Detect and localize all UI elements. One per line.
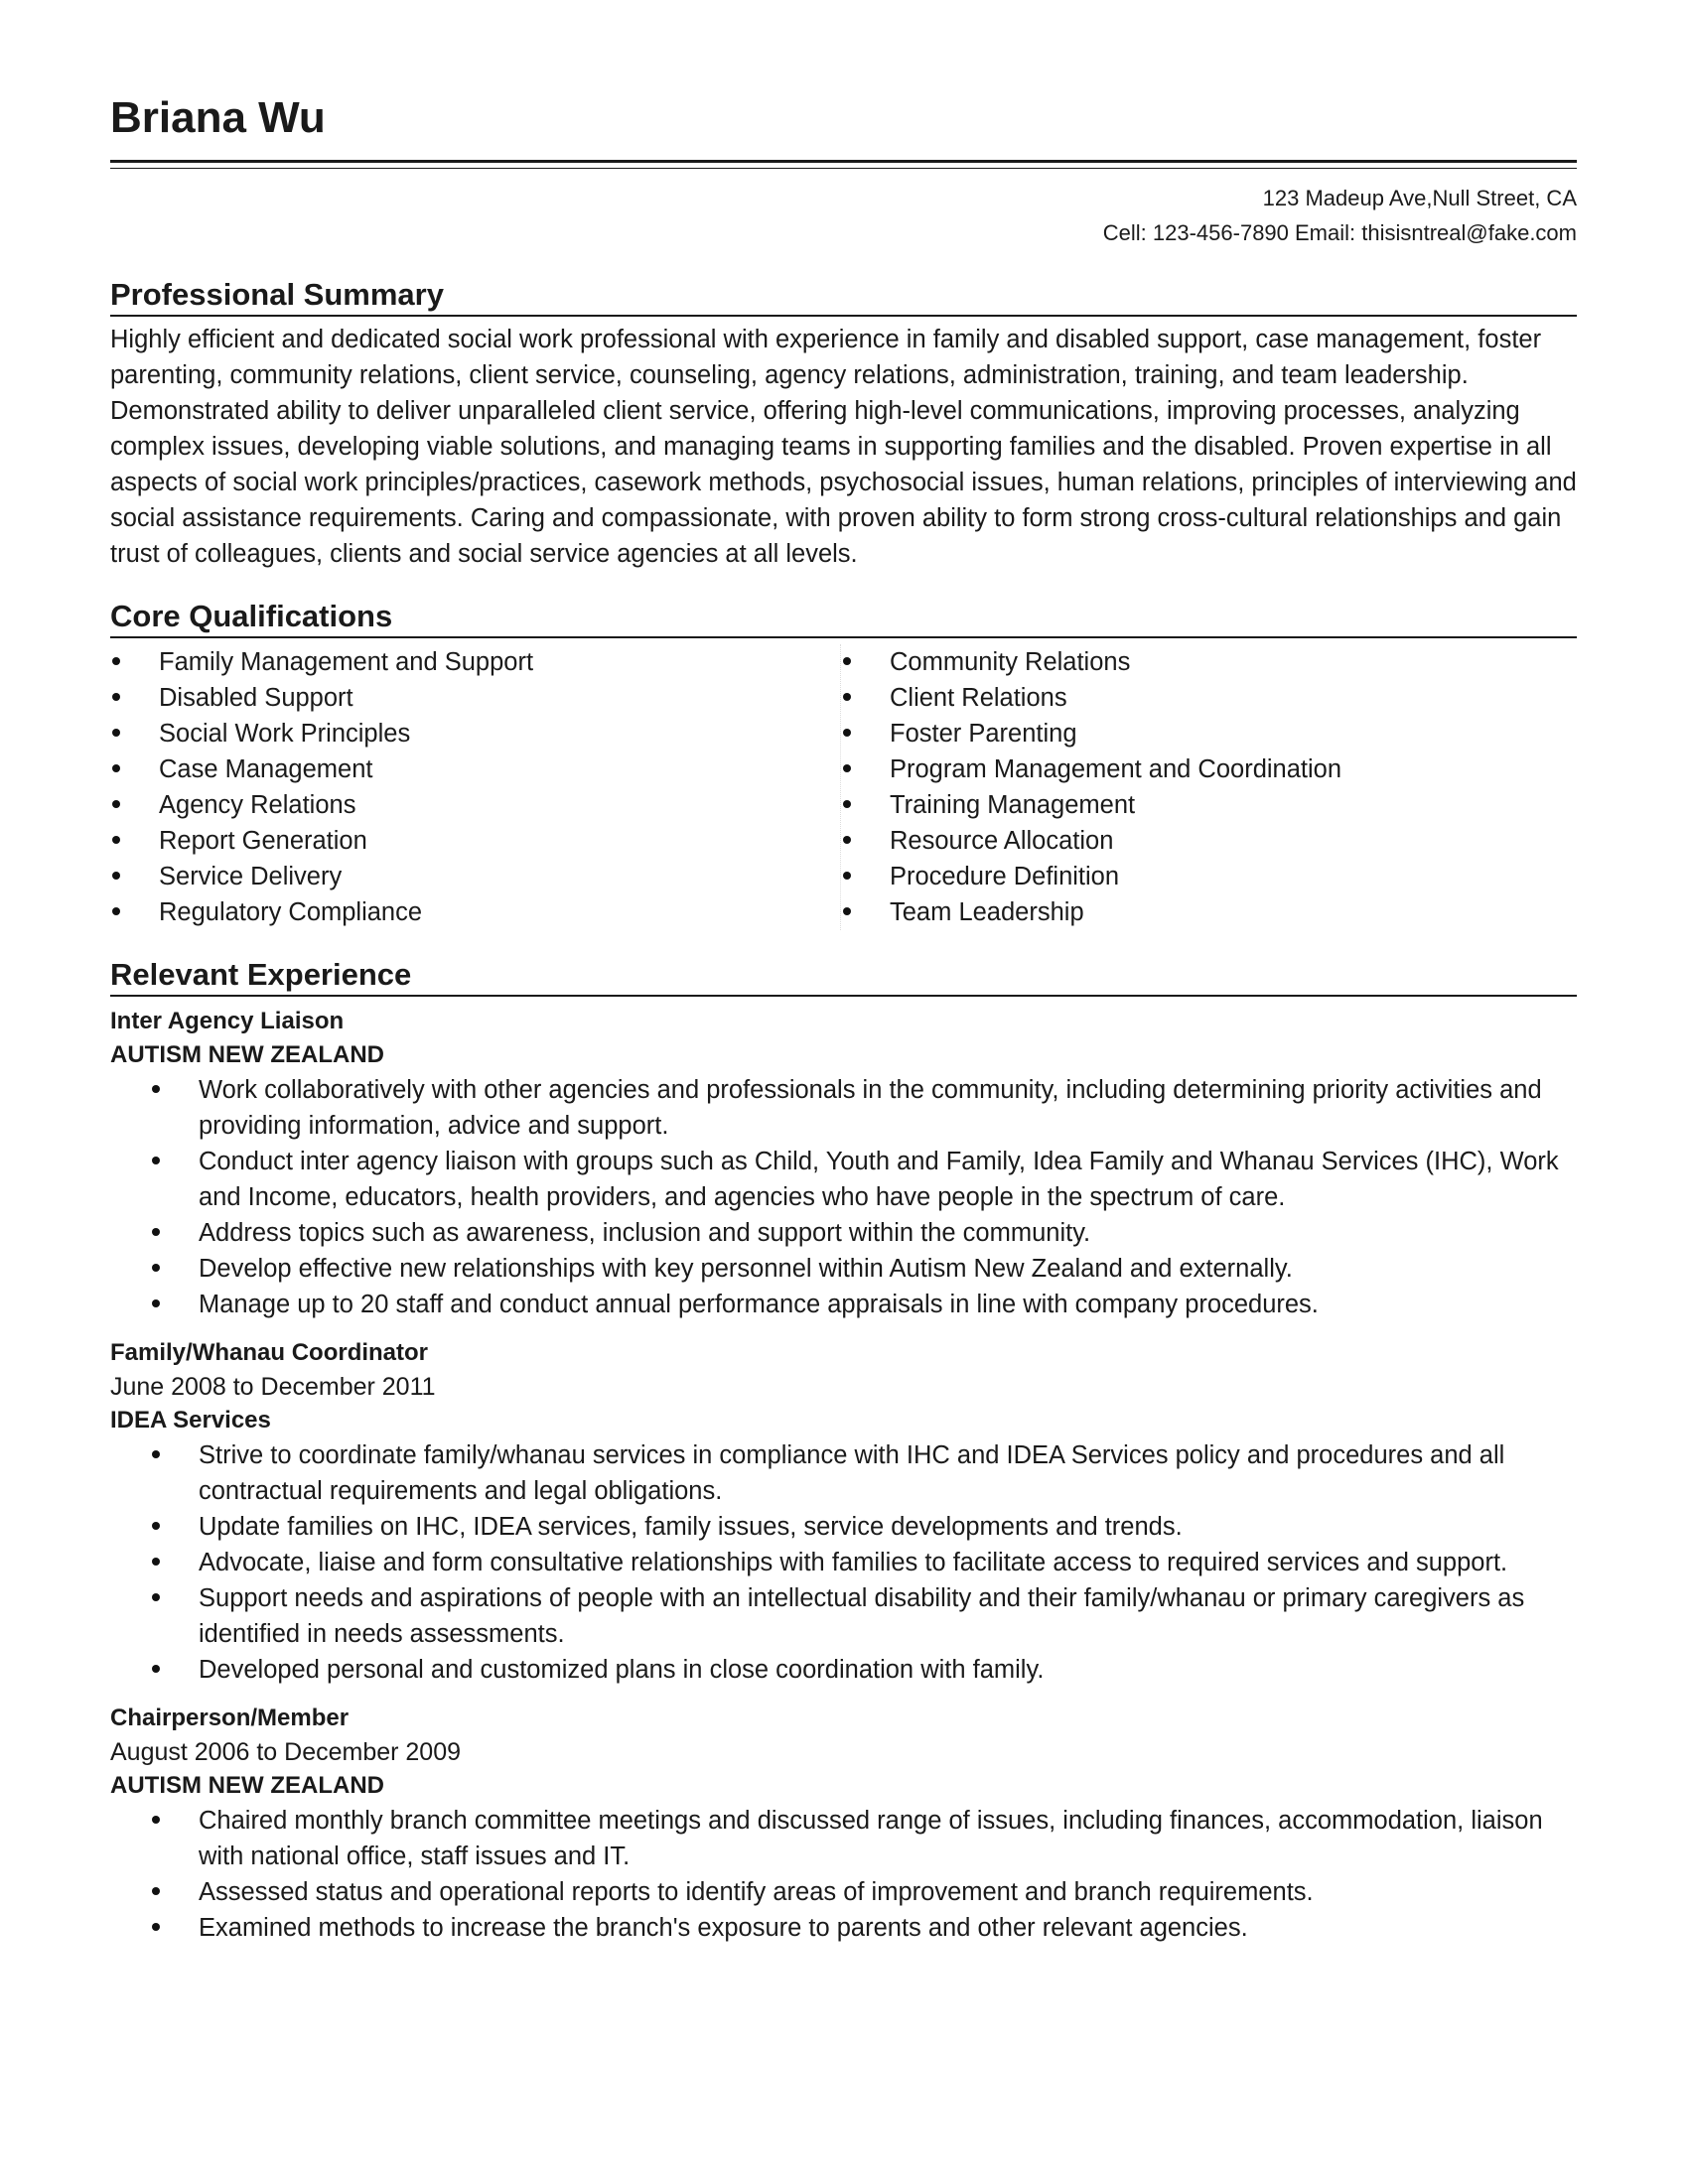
job-bullet: Advocate, liaise and form consultative relationships with families to facilitate access to required services and support. [150,1545,1577,1580]
job-bullet: Chaired monthly branch committee meetings and discussed range of issues, including finances, accommodation, liaison with national office, staff issues and IT. [150,1803,1577,1874]
qualification-item: Procedure Definition [841,859,1341,894]
candidate-name: Briana Wu [110,93,326,142]
job-bullet: Work collaboratively with other agencies and professionals in the community, including determining priority activities and providing information, advice and support. [150,1072,1577,1144]
qualification-item: Service Delivery [110,859,840,894]
qualification-item: Social Work Principles [110,716,840,751]
experience-divider [110,995,1577,997]
summary-divider [110,315,1577,317]
address-line: 123 Madeup Ave,Null Street, CA [1262,186,1577,211]
job-entry [110,1702,1577,1946]
job-entry [110,1005,1577,1322]
contact-line: Cell: 123-456-7890 Email: thisisntreal@fake.com [1102,220,1577,246]
qualifications-right-list [841,644,1341,930]
qualifications-columns [110,644,1577,930]
qualifications-heading: Core Qualifications [110,599,393,634]
experience-list [110,1005,1577,1946]
job-bullet: Examined methods to increase the branch's exposure to parents and other relevant agencies. [150,1910,1577,1946]
job-title: Family/Whanau Coordinator [110,1339,429,1367]
job-dates: June 2008 to December 2011 [110,1373,436,1402]
job-company: AUTISM NEW ZEALAND [110,1772,384,1800]
qualification-item: Disabled Support [110,680,840,716]
resume-page [110,94,1577,1946]
job-entry [110,1336,1577,1688]
qualifications-left-list [110,644,841,930]
qualification-item: Training Management [841,787,1341,823]
job-title: Chairperson/Member [110,1705,350,1732]
job-company: IDEA Services [110,1407,271,1434]
experience-heading: Relevant Experience [110,957,412,993]
job-bullet: Update families on IHC, IDEA services, family issues, service developments and trends. [150,1509,1577,1545]
job-bullet: Support needs and aspirations of people with an intellectual disability and their family/whanau or primary caregivers as identified in needs assessments. [150,1580,1577,1652]
job-bullet: Manage up to 20 staff and conduct annual performance appraisals in line with company procedures. [150,1287,1577,1322]
job-bullets [110,1803,1577,1946]
job-bullet: Develop effective new relationships with key personnel within Autism New Zealand and externally. [150,1251,1577,1287]
qualification-item: Foster Parenting [841,716,1341,751]
qualifications-divider [110,636,1577,638]
job-bullet: Strive to coordinate family/whanau services in compliance with IHC and IDEA Services policy and procedures and all contractual requirements and legal obligations. [150,1437,1577,1509]
qualification-item: Report Generation [110,823,840,859]
contact-block [110,181,1577,250]
qualification-item: Team Leadership [841,894,1341,930]
job-dates: August 2006 to December 2009 [110,1738,462,1767]
job-bullets [110,1437,1577,1688]
qualification-item: Resource Allocation [841,823,1341,859]
summary-heading: Professional Summary [110,277,444,313]
job-bullet: Conduct inter agency liaison with groups such as Child, Youth and Family, Idea Family and Whanau Services (IHC), Work and Income, educators, health providers, and agencies who have people in the spectrum of care. [150,1144,1577,1215]
qualification-item: Family Management and Support [110,644,840,680]
qualification-item: Community Relations [841,644,1341,680]
qualification-item: Program Management and Coordination [841,751,1341,787]
job-bullet: Assessed status and operational reports to identify areas of improvement and branch requirements. [150,1874,1577,1910]
job-title: Inter Agency Liaison [110,1008,345,1035]
job-company: AUTISM NEW ZEALAND [110,1041,384,1069]
summary-text: Highly efficient and dedicated social work professional with experience in family and disabled support, case management, foster parenting, community relations, client service, counseling, agency relations, administration, training, and team leadership. Demonstrated ability to deliver unparalleled client service, offering high-level communications, improving processes, analyzing complex issues, developing viable solutions, and managing teams in supporting families and the disabled. Proven expertise in all aspects of social work principles/practices, casework methods, psychosocial issues, human relations, principles of interviewing and social assistance requirements. Caring and compassionate, with proven ability to form strong cross-cultural relationships and gain trust of colleagues, clients and social service agencies at all levels. [110,326,1577,569]
qualification-item: Regulatory Compliance [110,894,840,930]
qualification-item: Case Management [110,751,840,787]
qualification-item: Client Relations [841,680,1341,716]
job-bullets [110,1072,1577,1322]
job-bullet: Developed personal and customized plans in close coordination with family. [150,1652,1577,1688]
job-bullet: Address topics such as awareness, inclusion and support within the community. [150,1215,1577,1251]
qualification-item: Agency Relations [110,787,840,823]
header-divider [110,160,1577,169]
